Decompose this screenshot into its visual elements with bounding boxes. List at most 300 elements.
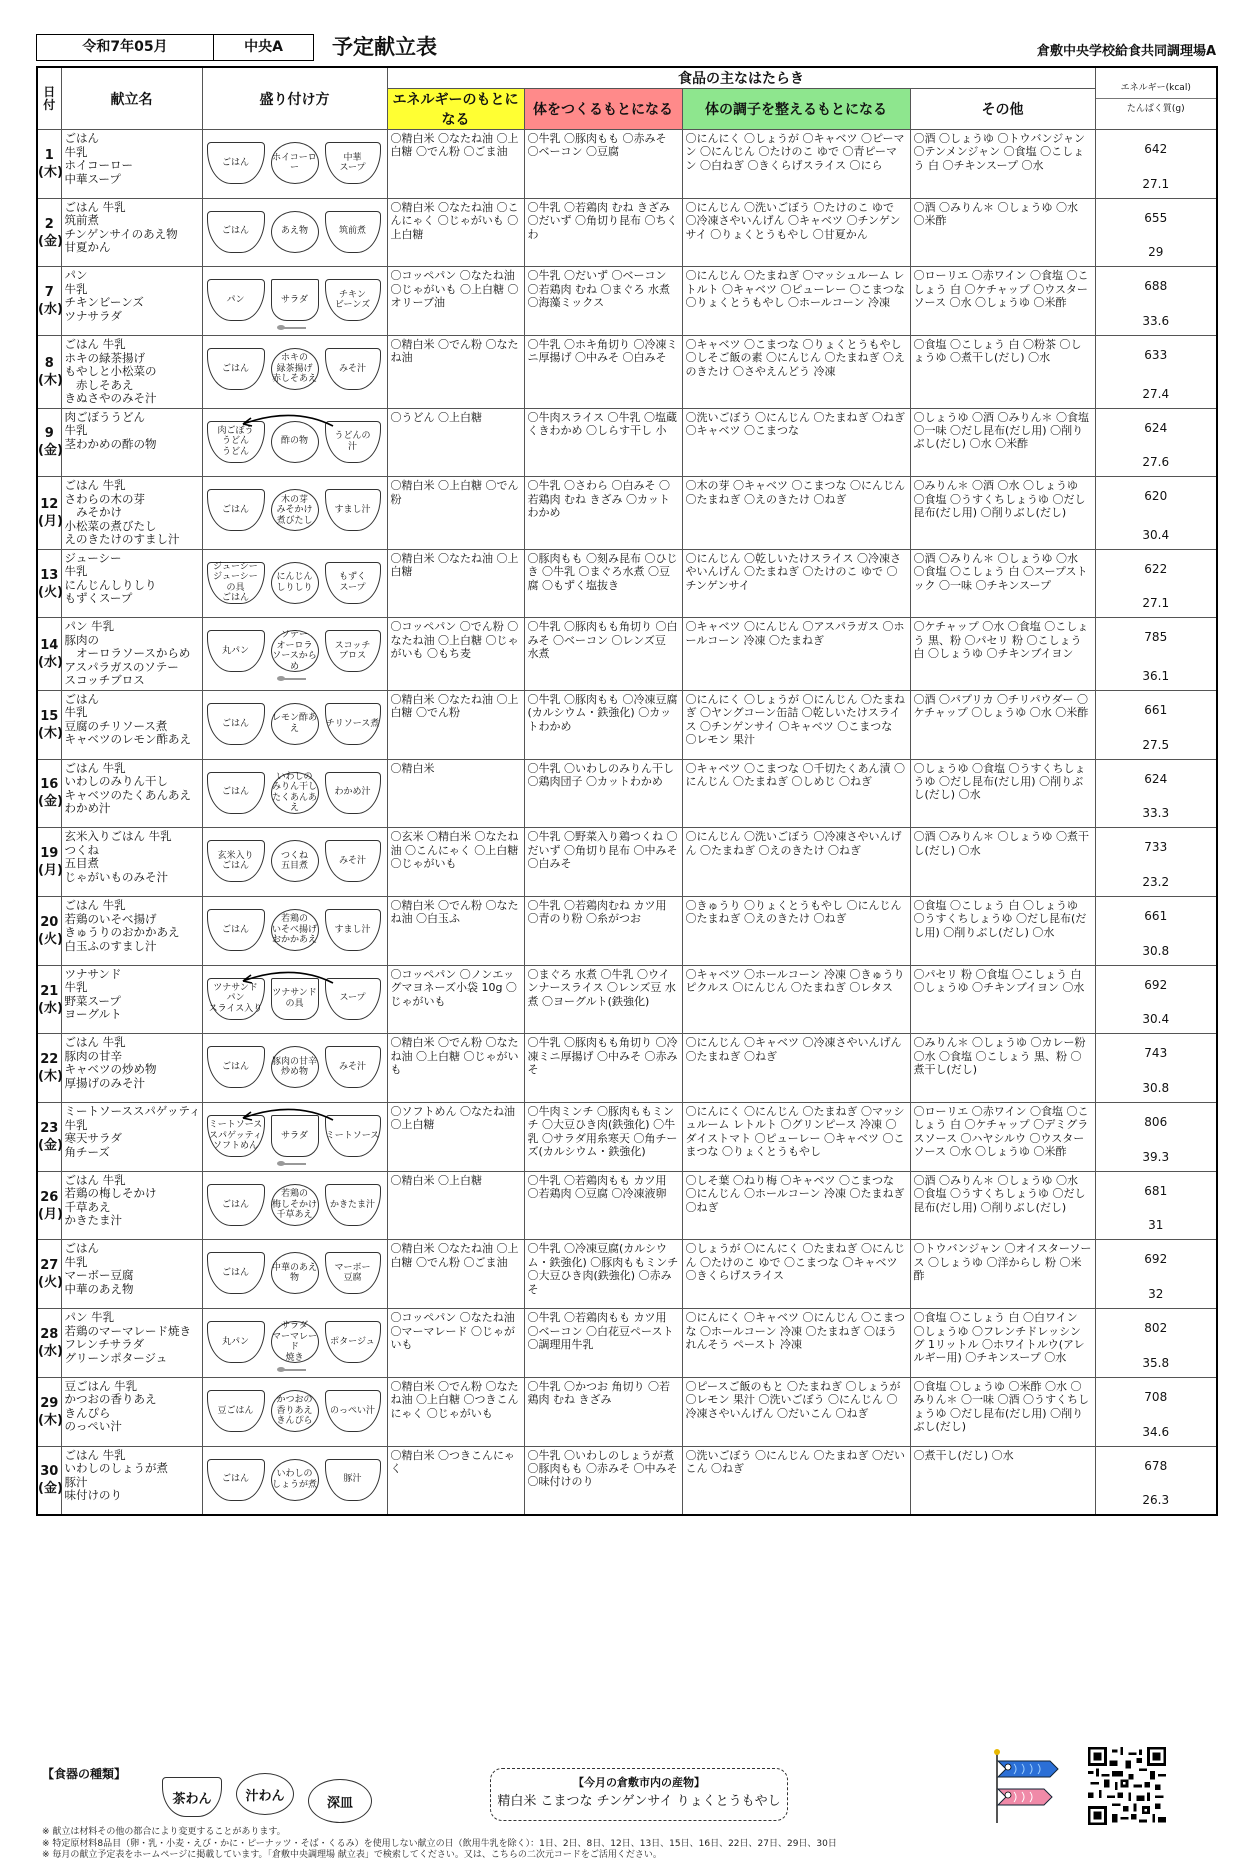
protein-g: 31 xyxy=(1148,1218,1164,1233)
date-cell xyxy=(37,897,61,966)
energy-kcal: 785 xyxy=(1144,630,1168,645)
menu-item: 白玉ふのすまし汁 xyxy=(64,938,157,953)
condition-ingredients: 〇にんにく 〇キャベツ 〇にんじん 〇こまつな 〇ホールコーン 冷凍 〇たまねぎ 〇ほうれんそう ペースト 冷凍 xyxy=(682,1309,910,1378)
col-energy-source: エネルギーのもとになる xyxy=(387,89,524,130)
menu-item: 味付けのり xyxy=(64,1488,122,1502)
day-row xyxy=(37,759,1217,828)
weekday: (金) xyxy=(38,443,63,459)
menu-item: 牛乳 xyxy=(64,1117,88,1132)
menu-item: ごはん 牛乳 xyxy=(64,199,126,214)
energy-kcal: 708 xyxy=(1144,1389,1168,1404)
protein-g: 34.6 xyxy=(1142,1424,1170,1439)
condition-ingredients: 〇きゅうり 〇りょくとうもやし 〇にんじん 〇たまねぎ 〇えのきたけ 〇ねぎ xyxy=(682,897,910,966)
plate-icon: いわしの しょうが煮 xyxy=(271,1459,319,1501)
menu-item: パン 牛乳 xyxy=(64,619,115,634)
day-row xyxy=(37,267,1217,336)
serving-diagram xyxy=(202,408,387,477)
menu-item: かつおの香りあえ xyxy=(64,1392,157,1407)
date-cell xyxy=(37,267,61,336)
menu-item: 若鶏の梅しそかけ xyxy=(64,1186,157,1201)
menu-item: えのきたけのすまし汁 xyxy=(64,532,180,547)
serving-diagram xyxy=(202,1034,387,1103)
menu-item: 牛乳 xyxy=(64,144,88,159)
day-row xyxy=(37,965,1217,1034)
condition-ingredients: 〇にんじん 〇キャベツ 〇冷凍さやいんげん 〇たまねぎ 〇ねぎ xyxy=(682,1034,910,1103)
weekday: (火) xyxy=(38,1275,63,1291)
col-condition: 体の調子を整えるもとになる xyxy=(682,89,910,130)
other-ingredients: 〇ローリエ 〇赤ワイン 〇食塩 〇こしょう 白 〇ケチャップ 〇デミグラスソース 〇ハヤシルウ 〇ウスターソース 〇水 〇しょうゆ 〇米酢 xyxy=(910,1103,1095,1172)
menu-item: わかめ汁 xyxy=(64,801,111,816)
body-ingredients: 〇牛乳 〇さわら 〇白みそ 〇若鶏肉 むね きざみ 〇カットわかめ xyxy=(524,477,682,550)
menu-item: もずくスープ xyxy=(64,591,133,606)
date-cell xyxy=(37,690,61,759)
protein-g: 30.4 xyxy=(1142,1012,1170,1027)
body-ingredients: 〇豚肉もも 〇刻み昆布 〇ひじき 〇牛乳 〇まぐろ水煮 〇豆腐 〇もずく塩抜き xyxy=(524,549,682,618)
body-ingredients: 〇牛乳 〇豚肉もも角切り 〇冷凍ミニ厚揚げ 〇中みそ 〇赤みそ xyxy=(524,1034,682,1103)
local-products-title: 【今月の倉敷市内の産物】 xyxy=(573,1776,705,1789)
other-ingredients: 〇食塩 〇しょうゆ 〇米酢 〇水 〇みりん＊ 〇一味 〇酒 〇うすくちしょうゆ 〇だし昆布(だし用) 〇削りぶし(だし) xyxy=(910,1377,1095,1446)
menu-item: つくね xyxy=(64,842,99,857)
condition-ingredients: 〇キャベツ 〇にんじん 〇アスパラガス 〇ホールコーン 冷凍 〇たまねぎ xyxy=(682,618,910,691)
date-cell xyxy=(37,1309,61,1378)
day-number: 27 xyxy=(40,1258,59,1274)
nutrition-cell xyxy=(1095,130,1217,199)
menu-item: 牛乳 xyxy=(64,705,88,720)
date-cell xyxy=(37,618,61,691)
nutrition-cell xyxy=(1095,1171,1217,1240)
other-ingredients: 〇酒 〇みりん＊ 〇しょうゆ 〇煮干し(だし) 〇水 xyxy=(910,828,1095,897)
menu-names xyxy=(61,267,202,336)
rice-bowl-icon: ごはん xyxy=(207,1252,265,1294)
day-number: 12 xyxy=(40,497,59,512)
other-ingredients: 〇酒 〇みりん＊ 〇しょうゆ 〇水 〇食塩 〇うすくちしょうゆ 〇だし昆布(だし用) 〇削りぶし(だし) xyxy=(910,1171,1095,1240)
body-ingredients: 〇牛乳 〇いわしのしょうが煮 〇豚肉もも 〇赤みそ 〇中みそ 〇味付けのり xyxy=(524,1446,682,1515)
serving-diagram xyxy=(202,897,387,966)
pour-arrow-icon xyxy=(233,969,343,985)
day-row xyxy=(37,1309,1217,1378)
rice-bowl-icon: ツナサンド パン スライス入り xyxy=(207,978,265,1020)
condition-ingredients: 〇洗いごぼう 〇にんじん 〇たまねぎ 〇だいこん 〇ねぎ xyxy=(682,1446,910,1515)
energy-ingredients: 〇精白米 〇でん粉 〇なたね油 〇上白糖 〇じゃがいも xyxy=(387,1034,524,1103)
serving-diagram xyxy=(202,1171,387,1240)
menu-item: さわらの木の芽 xyxy=(64,491,145,506)
body-ingredients: 〇牛乳 〇冷凍豆腐(カルシウム・鉄強化) 〇豚肉ももミンチ 〇大豆ひき肉(鉄強化) 〇赤みそ xyxy=(524,1240,682,1309)
energy-kcal: 681 xyxy=(1144,1183,1168,1198)
nutrition-cell xyxy=(1095,1309,1217,1378)
soup-bowl-icon: 汁わん xyxy=(236,1773,294,1815)
weekday: (金) xyxy=(38,794,63,810)
menu-names xyxy=(61,336,202,409)
weekday: (木) xyxy=(38,1069,63,1085)
pour-arrow-icon xyxy=(233,412,343,428)
plate-icon: にんじん しりしり xyxy=(271,562,319,604)
energy-kcal: 642 xyxy=(1144,142,1168,156)
condition-ingredients: 〇キャベツ 〇ホールコーン 冷凍 〇きゅうり ピクルス 〇にんじん 〇たまねぎ 〇レタス xyxy=(682,965,910,1034)
nutrition-cell xyxy=(1095,618,1217,691)
page-title: 予定献立表 xyxy=(332,35,437,59)
day-row xyxy=(37,1446,1217,1515)
energy-ingredients: 〇コッペパン 〇なたね油 〇マーマレード 〇じゃがいも xyxy=(387,1309,524,1378)
menu-item: もやしと小松菜の xyxy=(64,364,157,379)
body-ingredients: 〇牛乳 〇若鶏肉むね カツ用 〇青のり粉 〇糸がつお xyxy=(524,897,682,966)
condition-ingredients: 〇にんじん 〇乾しいたけスライス 〇冷凍さやいんげん 〇たまねぎ 〇たけのこ ゆで 〇チンゲンサイ xyxy=(682,549,910,618)
menu-item: キャベツのたくあんあえ xyxy=(64,787,191,802)
body-ingredients: 〇牛乳 〇だいず 〇ベーコン 〇若鶏肉 むね 〇まぐろ 水煮 〇海藻ミックス xyxy=(524,267,682,336)
serving-diagram xyxy=(202,477,387,550)
soup-bowl-icon: 中華 スープ xyxy=(325,142,381,184)
day-row xyxy=(37,1034,1217,1103)
condition-ingredients: 〇にんにく 〇しょうが 〇にんじん 〇たまねぎ 〇ヤングコーン缶詰 〇乾しいたけスライス 〇チンゲンサイ 〇キャベツ 〇こまつな 〇レモン 果汁 xyxy=(682,690,910,759)
menu-item: きゅうりのおかかあえ xyxy=(64,925,180,939)
serving-diagram xyxy=(202,198,387,267)
other-ingredients: 〇トウバンジャン 〇オイスターソース 〇しょうゆ 〇洋からし 粉 〇米酢 xyxy=(910,1240,1095,1309)
condition-ingredients: 〇にんじん 〇洗いごぼう 〇冷凍さやいんげん 〇たまねぎ 〇えのきたけ 〇ねぎ xyxy=(682,828,910,897)
menu-item: 牛乳 xyxy=(64,423,88,438)
menu-item: 赤しそあえ xyxy=(64,377,134,392)
day-number: 8 xyxy=(44,355,54,371)
date-cell xyxy=(37,130,61,199)
energy-kcal: 743 xyxy=(1144,1046,1168,1061)
weekday: (木) xyxy=(38,164,63,180)
menu-item: 牛乳 xyxy=(64,1254,88,1269)
serving-diagram xyxy=(202,1377,387,1446)
qr-code-icon xyxy=(1088,1747,1166,1825)
menu-names xyxy=(61,1240,202,1309)
soup-bowl-icon: 豚汁 xyxy=(325,1459,381,1501)
other-ingredients: 〇酒 〇みりん＊ 〇しょうゆ 〇水 〇食塩 〇こしょう 白 〇スープストック 〇一味 〇チキンスープ xyxy=(910,549,1095,618)
energy-kcal: 802 xyxy=(1144,1321,1168,1336)
menu-names xyxy=(61,1171,202,1240)
protein-g: 30.4 xyxy=(1142,527,1170,542)
nutrition-cell xyxy=(1095,336,1217,409)
plate-icon: あえ物 xyxy=(271,211,319,253)
col-menu: 献立名 xyxy=(61,67,202,130)
weekday: (火) xyxy=(38,931,63,947)
weekday: (金) xyxy=(38,1137,63,1153)
rice-bowl-icon: ごはん xyxy=(207,1184,265,1226)
day-row xyxy=(37,1377,1217,1446)
nutrition-cell xyxy=(1095,828,1217,897)
protein-g: 32 xyxy=(1148,1287,1164,1302)
protein-g: 35.8 xyxy=(1142,1355,1170,1370)
menu-item: 若鶏のいそべ揚げ xyxy=(64,911,157,926)
menu-item: ごはん 牛乳 xyxy=(64,1447,126,1462)
menu-names xyxy=(61,130,202,199)
other-ingredients: 〇パセリ 粉 〇食塩 〇こしょう 白 〇しょうゆ 〇チキンブイヨン 〇水 xyxy=(910,965,1095,1034)
protein-g: 27.5 xyxy=(1142,737,1170,752)
col-body-building: 体をつくるもとになる xyxy=(524,89,682,130)
facility-name: 倉敷中央学校給食共同調理場A xyxy=(1036,44,1216,59)
nutrition-cell xyxy=(1095,897,1217,966)
date-cell xyxy=(37,828,61,897)
energy-kcal: 688 xyxy=(1144,279,1168,294)
soup-bowl-icon: 筑前煮 xyxy=(325,211,381,253)
body-ingredients: 〇牛乳 〇いわしのみりん干し 〇鶏肉団子 〇カットわかめ xyxy=(524,759,682,828)
menu-item: にんじんしりしり xyxy=(64,577,157,592)
body-ingredients: 〇牛乳 〇若鶏肉もも カツ用 〇ベーコン 〇白花豆ペースト 〇調理用牛乳 xyxy=(524,1309,682,1378)
day-row xyxy=(37,618,1217,691)
rice-bowl-icon: ごはん xyxy=(207,772,265,814)
protein-g: 23.2 xyxy=(1142,875,1170,889)
soup-bowl-icon: うどんの 汁 xyxy=(325,421,381,463)
day-row xyxy=(37,198,1217,267)
condition-ingredients: 〇キャベツ 〇こまつな 〇りょくとうもやし 〇しそご飯の素 〇にんじん 〇たまねぎ 〇えのきたけ 〇さやえんどう 冷凍 xyxy=(682,336,910,409)
menu-names xyxy=(61,1377,202,1446)
other-ingredients: 〇酒 〇しょうゆ 〇トウバンジャン 〇テンメンジャン 〇食塩 〇こしょう 白 〇チキンスープ 〇水 xyxy=(910,130,1095,199)
weekday: (水) xyxy=(38,1000,63,1016)
day-row xyxy=(37,336,1217,409)
menu-item: みそかけ xyxy=(64,505,122,520)
energy-kcal: 655 xyxy=(1144,210,1168,225)
serving-diagram xyxy=(202,1240,387,1309)
menu-item: ホキの緑茶揚げ xyxy=(64,350,145,365)
protein-g: 29 xyxy=(1148,245,1164,260)
dish-types-title: 【食器の種類】 xyxy=(42,1767,127,1781)
spoon-icon xyxy=(277,1161,307,1165)
date-cell xyxy=(37,1034,61,1103)
energy-kcal: 733 xyxy=(1144,840,1168,855)
weekday: (火) xyxy=(38,584,63,600)
menu-item: 野菜スープ xyxy=(64,993,121,1008)
body-ingredients: 〇牛乳 〇豚肉もも 〇冷凍豆腐(カルシウム・鉄強化) 〇カットわかめ xyxy=(524,690,682,759)
other-ingredients: 〇酒 〇みりん＊ 〇しょうゆ 〇水 〇米酢 xyxy=(910,198,1095,267)
menu-item: チキンビーンズ xyxy=(64,295,144,310)
soup-bowl-icon: すまし汁 xyxy=(325,489,381,531)
body-ingredients: 〇牛乳 〇野菜入り鶏つくね 〇だいず 〇角切り昆布 〇中みそ 〇白みそ xyxy=(524,828,682,897)
rice-bowl-icon: 肉ごぼう うどん うどん xyxy=(207,421,265,463)
body-ingredients: 〇牛肉ミンチ 〇豚肉ももミンチ 〇大豆ひき肉(鉄強化) 〇牛乳 〇サラダ用糸寒天 〇角チーズ(カルシウム・鉄強化) xyxy=(524,1103,682,1172)
day-row xyxy=(37,828,1217,897)
weekday: (金) xyxy=(38,233,63,249)
condition-ingredients: 〇しょうが 〇にんにく 〇たまねぎ 〇にんじん 〇たけのこ ゆで 〇こまつな 〇キャベツ 〇きくらげスライス xyxy=(682,1240,910,1309)
energy-ingredients: 〇精白米 〇上白糖 xyxy=(387,1171,524,1240)
energy-ingredients: 〇ソフトめん 〇なたね油 〇上白糖 xyxy=(387,1103,524,1172)
menu-item: 甘夏かん xyxy=(64,240,111,255)
plate-icon: かつおの 香りあえ きんぴら xyxy=(271,1390,319,1432)
rice-bowl-icon: 茶わん xyxy=(162,1777,222,1817)
menu-item: かきたま汁 xyxy=(64,1213,122,1228)
soup-bowl-icon: チキン ビーンズ xyxy=(325,279,381,321)
other-ingredients: 〇しょうゆ 〇食塩 〇うすくちしょうゆ 〇だし昆布(だし用) 〇削りぶし(だし) 〇水 xyxy=(910,759,1095,828)
other-ingredients: 〇ケチャップ 〇水 〇食塩 〇こしょう 黒、粉 〇パセリ 粉 〇こしょう 白 〇しょうゆ 〇チキンブイヨン xyxy=(910,618,1095,691)
rice-bowl-icon: ごはん xyxy=(207,703,265,745)
energy-kcal: 624 xyxy=(1144,420,1168,435)
nutrition-cell xyxy=(1095,408,1217,477)
plate-icon: 若鶏の いそべ揚げ おかかあえ xyxy=(271,909,319,951)
menu-item: マーボー豆腐 xyxy=(64,1268,134,1283)
deep-plate-icon: 深皿 xyxy=(308,1779,372,1823)
menu-item: スコッチブロス xyxy=(64,673,145,688)
weekday: (月) xyxy=(38,863,63,879)
energy-ingredients: 〇コッペパン 〇ノンエッグマヨネーズ小袋 10g 〇じゃがいも xyxy=(387,965,524,1034)
day-row xyxy=(37,549,1217,618)
nutrition-cell xyxy=(1095,198,1217,267)
serving-diagram xyxy=(202,618,387,691)
menu-item: フレンチサラダ xyxy=(64,1337,145,1352)
menu-item: 中華のあえ物 xyxy=(64,1281,134,1296)
rice-bowl-icon: ごはん xyxy=(207,211,265,253)
menu-item: 角チーズ xyxy=(64,1144,110,1159)
day-number: 7 xyxy=(44,285,54,301)
protein-g: 27.1 xyxy=(1142,176,1170,191)
menu-item: アスパラガスのソテー xyxy=(64,659,179,674)
rice-bowl-icon: ごはん xyxy=(207,1046,265,1088)
nutrition-cell xyxy=(1095,1377,1217,1446)
protein-g: 39.3 xyxy=(1142,1149,1170,1164)
menu-names xyxy=(61,408,202,477)
menu-names xyxy=(61,1309,202,1378)
protein-g: 30.8 xyxy=(1142,1081,1170,1096)
energy-ingredients: 〇精白米 〇なたね油 〇こんにゃく 〇じゃがいも 〇上白糖 xyxy=(387,198,524,267)
menu-item: 中華スープ xyxy=(64,171,121,186)
menu-names xyxy=(61,828,202,897)
plate-icon: いわしの みりん干し たくあんあえ xyxy=(271,771,317,814)
day-number: 15 xyxy=(40,708,59,724)
rice-bowl-icon: ジューシー ジューシー の具 ごはん xyxy=(207,562,265,604)
rice-bowl-icon: ごはん xyxy=(207,1459,265,1501)
col-other: その他 xyxy=(910,89,1095,130)
plate-icon: 中華のあえ物 xyxy=(271,1252,319,1294)
energy-ingredients: 〇うどん 〇上白糖 xyxy=(387,408,524,477)
menu-item: きぬさやのみそ汁 xyxy=(64,391,157,406)
footnote: ※ 献立は材料その他の都合により変更することがあります。 xyxy=(42,1827,286,1837)
serving-diagram xyxy=(202,828,387,897)
condition-ingredients: 〇ピースご飯のもと 〇たまねぎ 〇しょうが 〇レモン 果汁 〇洗いごぼう 〇にんじん 〇冷凍さやいんげん 〇だいこん 〇ねぎ xyxy=(682,1377,910,1446)
menu-item: ごはん 牛乳 xyxy=(64,1035,126,1050)
soup-bowl-icon: みそ汁 xyxy=(325,840,381,882)
menu-item: オーロラソースからめ xyxy=(64,646,191,661)
plate-icon: 酢の物 xyxy=(271,421,319,463)
menu-names xyxy=(61,759,202,828)
other-ingredients: 〇酒 〇パプリカ 〇チリパウダー 〇ケチャップ 〇しょうゆ 〇水 〇米酢 xyxy=(910,690,1095,759)
nutrition-cell xyxy=(1095,1034,1217,1103)
serving-diagram xyxy=(202,1309,387,1378)
serving-diagram xyxy=(202,336,387,409)
menu-item: 若鶏のマーマレード焼き xyxy=(64,1323,191,1338)
body-ingredients: 〇牛乳 〇かつお 角切り 〇若鶏肉 むね きざみ xyxy=(524,1377,682,1446)
menu-item: 豚肉の甘辛 xyxy=(64,1048,122,1063)
serving-diagram xyxy=(202,267,387,336)
date-cell xyxy=(37,759,61,828)
energy-ingredients: 〇精白米 〇なたね油 〇上白糖 〇でん粉 〇ごま油 xyxy=(387,1240,524,1309)
soup-bowl-icon: みそ汁 xyxy=(325,348,381,390)
date-cell xyxy=(37,965,61,1034)
nutrition-cell xyxy=(1095,1103,1217,1172)
date-cell xyxy=(37,549,61,618)
day-number: 1 xyxy=(44,147,54,163)
footnote: ※ 毎月の献立予定表をホームページに掲載しています。「倉敷中央調理場 献立表」で検索してください。又は、こちらの二次元コードをご活用ください。 xyxy=(42,1850,662,1860)
menu-item: きんぴら xyxy=(64,1405,111,1420)
protein-g: 33.3 xyxy=(1142,806,1170,821)
condition-ingredients: 〇にんにく 〇しょうが 〇キャベツ 〇ピーマン 〇にんじん 〇たけのこ ゆで 〇青ピーマン 〇白ねぎ 〇きくらげスライス 〇にら xyxy=(682,130,910,199)
rice-bowl-icon: ごはん xyxy=(207,142,265,184)
condition-ingredients: 〇にんじん 〇たまねぎ 〇マッシュルーム レトルト 〇キャベツ 〇ピューレー 〇こまつな 〇りょくとうもやし 〇ホールコーン 冷凍 xyxy=(682,267,910,336)
menu-item: 牛乳 xyxy=(64,281,88,296)
nutrition-cell xyxy=(1095,477,1217,550)
date-cell xyxy=(37,477,61,550)
soup-bowl-icon: わかめ汁 xyxy=(325,772,381,814)
weekday: (月) xyxy=(38,514,63,529)
menu-item: 豆腐のチリソース煮 xyxy=(64,718,168,733)
footnotes xyxy=(42,1827,837,1862)
date-cell xyxy=(37,198,61,267)
weekday: (月) xyxy=(38,1206,63,1222)
energy-ingredients: 〇精白米 〇つきこんにゃく xyxy=(387,1446,524,1515)
menu-item: ごはん 牛乳 xyxy=(64,1172,126,1187)
menu-item: 牛乳 xyxy=(64,564,88,579)
menu-names xyxy=(61,1034,202,1103)
menu-item: グリーンポタージュ xyxy=(64,1350,168,1365)
day-row xyxy=(37,1103,1217,1172)
day-number: 21 xyxy=(40,983,59,999)
body-ingredients: 〇牛乳 〇ホキ角切り 〇冷凍ミニ厚揚げ 〇中みそ 〇白みそ xyxy=(524,336,682,409)
nutrition-cell xyxy=(1095,965,1217,1034)
menu-item: ミートソーススパゲッティ xyxy=(64,1104,201,1119)
menu-item: 筑前煮 xyxy=(64,213,99,228)
energy-kcal: 692 xyxy=(1144,977,1168,992)
menu-item: パン 牛乳 xyxy=(64,1310,115,1325)
soup-bowl-icon: ポタージュ xyxy=(325,1321,381,1363)
day-number: 2 xyxy=(44,216,54,232)
other-ingredients: 〇みりん＊ 〇しょうゆ 〇カレー粉 〇水 〇食塩 〇こしょう 黒、粉 〇煮干し(だし) xyxy=(910,1034,1095,1103)
protein-g: 27.4 xyxy=(1142,386,1170,401)
cup-icon: ツナサンド の具 xyxy=(271,978,319,1020)
condition-ingredients: 〇しそ葉 〇ねり梅 〇キャベツ 〇こまつな 〇にんじん 〇ホールコーン 冷凍 〇たまねぎ 〇ねぎ xyxy=(682,1171,910,1240)
day-number: 16 xyxy=(40,777,59,793)
day-row xyxy=(37,690,1217,759)
menu-item: キャベツの炒め物 xyxy=(64,1062,157,1077)
plate-icon: 若鶏の 梅しそかけ 千草あえ xyxy=(271,1184,319,1226)
serving-diagram xyxy=(202,549,387,618)
date-cell xyxy=(37,1446,61,1515)
plate-icon: ホイコーロー xyxy=(271,142,319,184)
energy-kcal: 661 xyxy=(1144,702,1168,717)
energy-kcal: 620 xyxy=(1144,489,1168,504)
menu-names xyxy=(61,549,202,618)
spoon-icon xyxy=(277,676,307,680)
energy-ingredients: 〇精白米 xyxy=(387,759,524,828)
pour-arrow-icon xyxy=(233,1106,343,1122)
menu-item: ごはん 牛乳 xyxy=(64,337,126,352)
menu-item: 茎わかめの酢の物 xyxy=(64,436,157,451)
menu-item: キャベツのレモン酢あえ xyxy=(64,732,191,747)
day-number: 19 xyxy=(40,846,59,862)
energy-ingredients: 〇精白米 〇でん粉 〇なたね油 xyxy=(387,336,524,409)
serving-diagram xyxy=(202,690,387,759)
other-ingredients: 〇食塩 〇こしょう 白 〇白ワイン 〇しょうゆ 〇フレンチドレッシング 1リットル 〇ホワイトルウ(アレルギー用) 〇チキンスープ 〇水 xyxy=(910,1309,1095,1378)
menu-names xyxy=(61,618,202,691)
period-box: 令和7年05月 xyxy=(36,34,214,61)
menu-item: ごはん 牛乳 xyxy=(64,478,126,493)
nutrition-cell xyxy=(1095,690,1217,759)
nutrition-cell xyxy=(1095,759,1217,828)
energy-kcal: 624 xyxy=(1144,771,1168,786)
condition-ingredients: 〇にんじん 〇洗いごぼう 〇たけのこ ゆで 〇冷凍さやいんげん 〇キャベツ 〇チンゲンサイ 〇りょくとうもやし 〇甘夏かん xyxy=(682,198,910,267)
energy-ingredients: 〇精白米 〇なたね油 〇上白糖 〇でん粉 〇ごま油 xyxy=(387,130,524,199)
menu-item: パン xyxy=(64,268,88,283)
other-ingredients: 〇煮干し(だし) 〇水 xyxy=(910,1446,1095,1515)
local-products-list: 精白米 こまつな チンゲンサイ りょくとうもやし xyxy=(497,1794,781,1809)
plate-icon: 木の芽 みそかけ 煮びたし xyxy=(271,489,319,531)
day-row xyxy=(37,130,1217,199)
day-row xyxy=(37,1240,1217,1309)
menu-names xyxy=(61,897,202,966)
energy-kcal: 661 xyxy=(1144,909,1168,923)
day-number: 30 xyxy=(40,1464,59,1480)
menu-item: ごはん xyxy=(64,691,99,706)
plate-icon: レモン酢あえ xyxy=(271,703,319,745)
soup-bowl-icon: スープ xyxy=(325,978,381,1020)
